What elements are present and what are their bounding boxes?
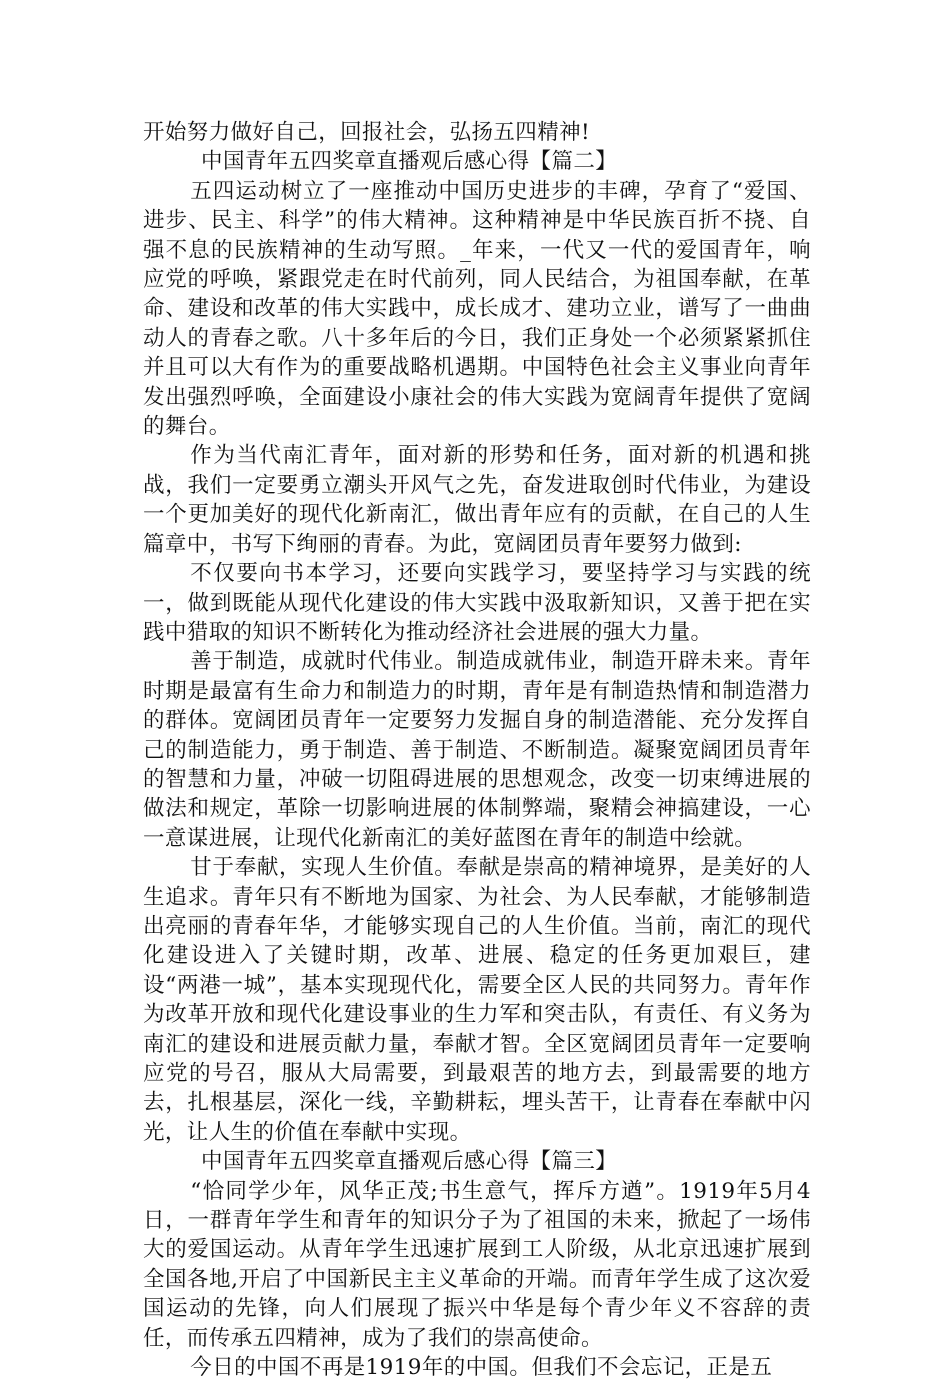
document-body bbox=[143, 118, 811, 1382]
paragraph: 作为当代南汇青年，面对新的形势和任务，面对新的机遇和挑战，我们一定要勇立潮头开风气之先，奋发进取创时代伟业，为建设一个更加美好的现代化新南汇，做出青年应有的贡献，在自己的人生篇章中，书写下绚丽的青春。为此，宽阔团员青年要努力做到: bbox=[143, 443, 811, 557]
paragraph: “恰同学少年，风华正茂;书生意气，挥斥方遒”。1919年5月4日，一群青年学生和青年的知识分子为了祖国的未来，掀起了一场伟大的爱国运动。从青年学生迅速扩展到工人阶级，从北京迅速扩展到全国各地,开启了中国新民主主义革命的开端。而青年学生成了这次爱国运动的先锋，向人们展现了振兴中华是每个青少年义不容辞的责任，而传承五四精神，成为了我们的崇高使命。 bbox=[143, 1178, 811, 1351]
paragraph: 五四运动树立了一座推动中国历史进步的丰碑，孕育了“爱国、进步、民主、科学”的伟大精神。这种精神是中华民族百折不挠、自强不息的民族精神的生动写照。_年来，一代又一代的爱国青年，响应党的呼唤，紧跟党走在时代前列，同人民结合，为祖国奉献，在革命、建设和改革的伟大实践中，成长成才、建功立业，谱写了一曲曲动人的青春之歌。八十多年后的今日，我们正身处一个必须紧紧抓住并且可以大有作为的重要战略机遇期。中国特色社会主义事业向青年发出强烈呼唤，全面建设小康社会的伟大实践为宽阔青年提供了宽阔的舞台。 bbox=[143, 178, 811, 440]
paragraph: 善于制造，成就时代伟业。制造成就伟业，制造开辟未来。青年时期是最富有生命力和制造力的时期，青年是有制造热情和制造潜力的群体。宽阔团员青年一定要努力发掘自身的制造潜能、充分发挥自己的制造能力，勇于制造、善于制造、不断制造。凝聚宽阔团员青年的智慧和力量，冲破一切阻碍进展的思想观念，改变一切束缚进展的做法和规定，革除一切影响进展的体制弊端，聚精会神搞建设，一心一意谋进展，让现代化新南汇的美好蓝图在青年的制造中绘就。 bbox=[143, 649, 811, 851]
paragraph-closing-line: 开始努力做好自己，回报社会，弘扬五四精神! bbox=[143, 120, 591, 145]
paragraph: 不仅要向书本学习，还要向实践学习，要坚持学习与实践的统一，做到既能从现代化建设的伟大实践中汲取新知识，又善于把在实践中猎取的知识不断转化为推动经济社会进展的强大力量。 bbox=[143, 561, 811, 645]
paragraph: 今日的中国不再是1919年的中国。但我们不会忘记，正是五 bbox=[190, 1355, 773, 1381]
section-heading-part-two: 中国青年五四奖章直播观后感心得【篇二】 bbox=[201, 149, 618, 175]
paragraph: 甘于奉献，实现人生价值。奉献是崇高的精神境界，是美好的人生追求。青年只有不断地为国家、为社会、为人民奉献，才能够制造出亮丽的青春年华，才能够实现自己的人生价值。当前，南汇的现代化建设进入了关键时期，改革、进展、稳定的任务更加艰巨，建设“两港一城”，基本实现现代化，需要全区人民的共同努力。青年作为改革开放和现代化建设事业的生力军和突击队，有责任、有义务为南汇的建设和进展贡献力量，奉献才智。全区宽阔团员青年一定要响应党的号召，服从大局需要，到最艰苦的地方去，到最需要的地方去，扎根基层，深化一线，辛勤耕耘，埋头苦干，让青春在奉献中闪光，让人生的价值在奉献中实现。 bbox=[143, 855, 811, 1145]
section-heading-part-three: 中国青年五四奖章直播观后感心得【篇三】 bbox=[201, 1149, 618, 1175]
